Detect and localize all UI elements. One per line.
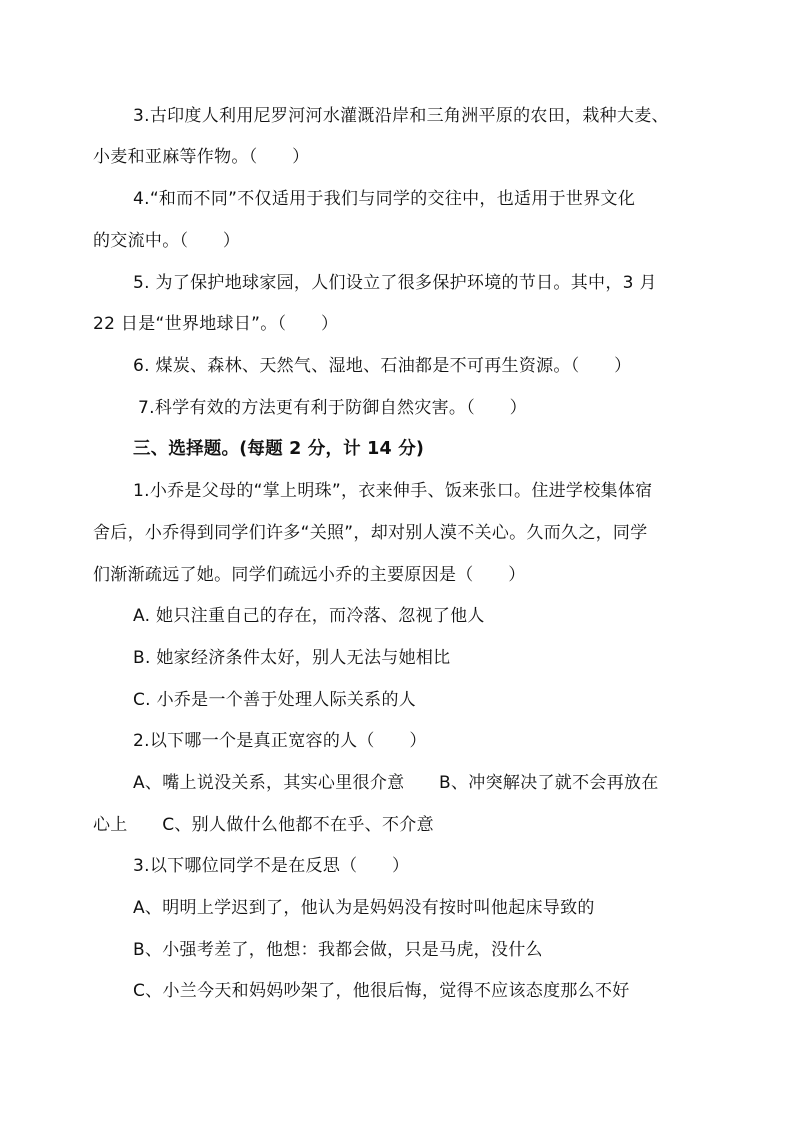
choice-q3-stem: 3.以下哪位同学不是在反思（ ） bbox=[133, 856, 410, 876]
judgment-q5-line2: 22 日是“世界地球日”。（ ） bbox=[93, 314, 339, 334]
judgment-q4-line1: 4.“和而不同”不仅适用于我们与同学的交往中，也适用于世界文化 bbox=[133, 189, 636, 209]
choice-q1-line2: 舍后，小乔得到同学们许多“关照”，却对别人漠不关心。久而久之，同学 bbox=[93, 523, 648, 543]
judgment-q3-line1: 3.古印度人利用尼罗河河水灌溉沿岸和三角洲平原的农田，栽种大麦、 bbox=[133, 106, 669, 126]
judgment-q6: 6. 煤炭、森林、天然气、湿地、石油都是不可再生资源。（ ） bbox=[133, 356, 632, 376]
judgment-q5-line1: 5. 为了保护地球家园，人们设立了很多保护环境的节日。其中，3 月 bbox=[133, 273, 657, 293]
choice-q3-option-c: C、小兰今天和妈妈吵架了，他很后悔，觉得不应该态度那么不好 bbox=[133, 981, 630, 1001]
choice-q2-stem: 2.以下哪一个是真正宽容的人（ ） bbox=[133, 731, 427, 751]
choice-q2-options-line2: 心上 C、别人做什么他都不在乎、不介意 bbox=[93, 815, 434, 835]
choice-q3-option-b: B、小强考差了，他想：我都会做，只是马虎，没什么 bbox=[133, 940, 543, 960]
choice-q3-option-a: A、明明上学迟到了，他认为是妈妈没有按时叫他起床导致的 bbox=[133, 898, 595, 918]
choice-q1-option-b: B. 她家经济条件太好，别人无法与她相比 bbox=[133, 648, 451, 668]
judgment-q7: 7.科学有效的方法更有利于防御自然灾害。（ ） bbox=[138, 398, 527, 418]
judgment-q4-line2: 的交流中。（ ） bbox=[93, 231, 241, 251]
section-heading-choice: 三、选择题。(每题 2 分，计 14 分) bbox=[133, 439, 425, 459]
choice-q2-options-line1: A、嘴上说没关系，其实心里很介意 B、冲突解决了就不会再放在 bbox=[133, 773, 659, 793]
choice-q1-option-a: A. 她只注重自己的存在，而冷落、忽视了他人 bbox=[133, 606, 485, 626]
choice-q1-line3: 们渐渐疏远了她。同学们疏远小乔的主要原因是（ ） bbox=[93, 565, 526, 585]
choice-q1-option-c: C. 小乔是一个善于处理人际关系的人 bbox=[133, 690, 417, 710]
judgment-q3-line2: 小麦和亚麻等作物。（ ） bbox=[93, 147, 310, 167]
choice-q1-line1: 1.小乔是父母的“掌上明珠”，衣来伸手、饭来张口。住进学校集体宿 bbox=[133, 481, 653, 501]
